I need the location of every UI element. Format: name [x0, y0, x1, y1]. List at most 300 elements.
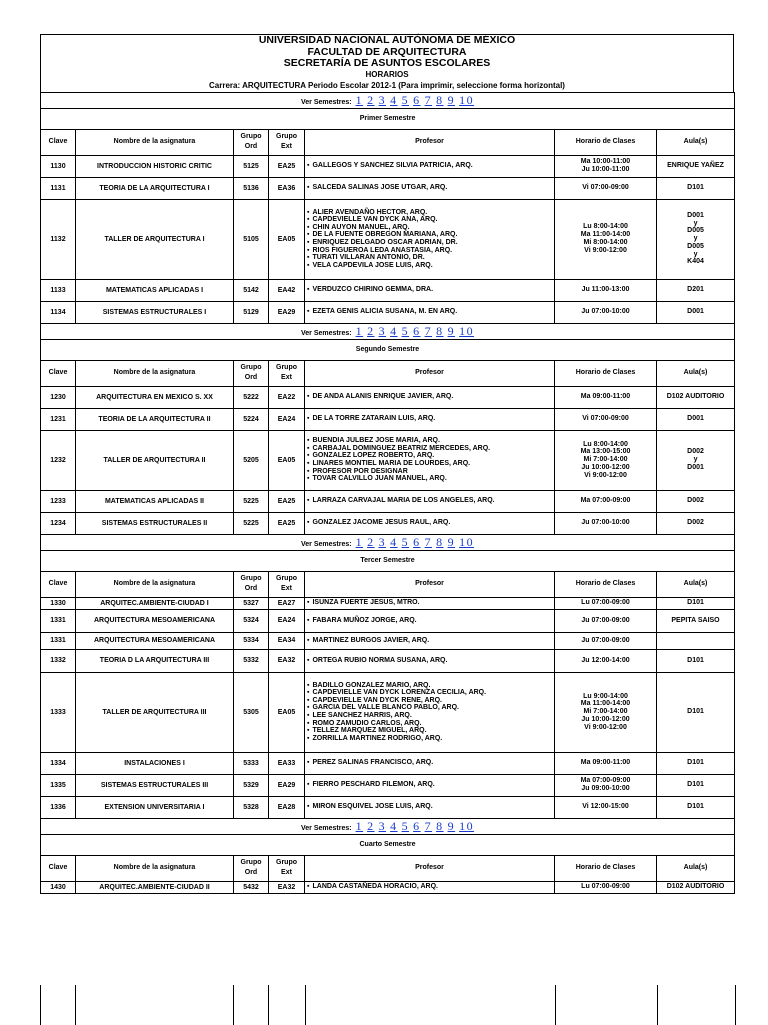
semester-link-6[interactable]: 6 — [413, 534, 421, 549]
professor-name: ▪ FABARA MUÑOZ JORGE, ARQ. — [307, 617, 552, 625]
semester-link-9[interactable]: 9 — [447, 818, 456, 833]
group-ord: 5305 — [234, 672, 269, 752]
professor-name: ▪ FIERRO PESCHARD FILEMON, ARQ. — [307, 781, 552, 789]
semester-link-6[interactable]: 6 — [413, 323, 421, 338]
course-name: ARQUITEC.AMBIENTE-CIUDAD I — [76, 597, 234, 609]
semester-link-8[interactable]: 8 — [436, 92, 444, 107]
schedule-cell — [555, 881, 657, 893]
course-clave: 1336 — [41, 796, 76, 818]
course-row — [41, 408, 735, 430]
group-ord: 5332 — [234, 649, 269, 672]
classroom-cell — [657, 672, 735, 752]
semester-title: Primer Semestre — [41, 108, 735, 129]
classroom-cell — [657, 609, 735, 632]
course-row — [41, 490, 735, 512]
semester-link-4[interactable]: 4 — [390, 534, 398, 549]
classroom: D001 — [687, 211, 704, 219]
course-row — [41, 796, 735, 818]
semester-link-1[interactable]: 1 — [355, 92, 364, 107]
professor-name: ▪ PEREZ SALINAS FRANCISCO, ARQ. — [307, 759, 552, 767]
schedule-slot: Lu 9:00-14:00 — [583, 692, 628, 700]
header-secretariat: SECRETARÍA DE ASUNTOS ESCOLARES — [283, 57, 491, 69]
column-header: Nombre de la asignatura — [76, 129, 234, 155]
group-ord: 5224 — [234, 408, 269, 430]
professor-name: ▪ TURATI VILLARAN ANTONIO, DR. — [307, 254, 552, 262]
semester-link-3[interactable]: 3 — [378, 92, 387, 107]
group-ext: EA27 — [269, 597, 305, 609]
schedule-cell — [555, 632, 657, 649]
column-header: Nombre de la asignatura — [76, 855, 234, 881]
classroom: D101 — [687, 759, 704, 767]
column-header: Clave — [41, 129, 76, 155]
schedule-slot: Mi 8:00-14:00 — [583, 239, 628, 246]
schedule-cell — [555, 301, 657, 323]
professor-name: ▪ ZORRILLA MARTINEZ RODRIGO, ARQ. — [307, 735, 552, 743]
header-university: UNIVERSIDAD NACIONAL AUTÓNOMA DE MÉXICO — [258, 34, 516, 46]
column-header: Grupo Ord — [234, 129, 269, 155]
column-header: Aula(s) — [657, 360, 735, 386]
column-header: Profesor — [305, 360, 555, 386]
classroom: PEPITA SAISO — [671, 616, 720, 624]
schedule-slot: Vi 9:00-12:00 — [584, 246, 627, 254]
schedule-slot: Lu 07:00-09:00 — [581, 599, 630, 607]
classroom: D002 — [687, 497, 704, 505]
column-header-row — [41, 855, 735, 881]
schedule-slot: Ju 10:00-11:00 — [581, 166, 630, 173]
course-row — [41, 512, 735, 534]
group-ord: 5205 — [234, 430, 269, 490]
course-row — [41, 672, 735, 752]
professor-name: ▪ MARTINEZ BURGOS JAVIER, ARQ. — [307, 637, 552, 645]
schedule-cell — [555, 609, 657, 632]
classroom-cell — [657, 177, 735, 199]
professor-name: ▪ ORTEGA RUBIO NORMA SUSANA, ARQ. — [307, 657, 552, 665]
course-name: TALLER DE ARQUITECTURA II — [76, 430, 234, 490]
classroom: D001 — [687, 415, 704, 423]
course-name: INTRODUCCION HISTORIC CRITIC — [76, 155, 234, 177]
semester-link-10[interactable]: 10 — [459, 323, 475, 338]
professor-name: ▪ TELLEZ MARQUEZ MIGUEL, ARQ. — [307, 727, 552, 735]
course-clave: 1130 — [41, 155, 76, 177]
semester-link-5[interactable]: 5 — [401, 92, 410, 107]
professor-cell — [305, 430, 555, 490]
semester-link-10[interactable]: 10 — [459, 92, 475, 107]
semester-link-3[interactable]: 3 — [378, 323, 387, 338]
professor-cell — [305, 490, 555, 512]
schedule-cell — [555, 796, 657, 818]
professor-name: ▪ GONZALEZ LOPEZ ROBERTO, ARQ. — [307, 452, 552, 460]
column-header: Profesor — [305, 855, 555, 881]
professor-cell — [305, 881, 555, 893]
group-ord: 5225 — [234, 490, 269, 512]
semester-title: Cuarto Semestre — [41, 834, 735, 855]
schedule-slot: Vi 07:00-09:00 — [582, 184, 629, 192]
semester-link-9[interactable]: 9 — [447, 92, 456, 107]
classroom-cell — [657, 512, 735, 534]
professor-name: ▪ PROFESOR POR DESIGNAR — [307, 468, 552, 476]
course-clave: 1330 — [41, 597, 76, 609]
course-clave: 1334 — [41, 752, 76, 774]
group-ord: 5333 — [234, 752, 269, 774]
column-header: Nombre de la asignatura — [76, 360, 234, 386]
professor-cell — [305, 155, 555, 177]
course-clave: 1335 — [41, 774, 76, 796]
semester-link-4[interactable]: 4 — [390, 818, 398, 833]
course-clave: 1232 — [41, 430, 76, 490]
header-subtitle: HORARIOS — [365, 69, 409, 79]
course-clave: 1133 — [41, 279, 76, 301]
group-ord: 5125 — [234, 155, 269, 177]
schedule-slot: Lu 07:00-09:00 — [581, 883, 630, 891]
professor-cell — [305, 752, 555, 774]
course-name: TEORIA DE LA ARQUITECTURA I — [76, 177, 234, 199]
professor-cell — [305, 301, 555, 323]
professor-cell — [305, 386, 555, 408]
professor-name: ▪ BADILLO GONZALEZ MARIO, ARQ. — [307, 682, 552, 690]
semester-nav — [41, 92, 735, 108]
column-header-row — [41, 571, 735, 597]
classroom-cell — [657, 430, 735, 490]
schedule-slot: Ju 07:00-09:00 — [581, 616, 630, 624]
course-clave: 1332 — [41, 649, 76, 672]
group-ext: EA24 — [269, 408, 305, 430]
semester-link-9[interactable]: 9 — [447, 534, 456, 549]
course-clave: 1331 — [41, 609, 76, 632]
professor-cell — [305, 632, 555, 649]
professor-name: ▪ CAPDEVIELLE VAN DYCK RENE, ARQ. — [307, 697, 552, 705]
course-name: TALLER DE ARQUITECTURA I — [76, 199, 234, 279]
professor-name: ▪ CAPDEVIELLE VAN DYCK ANA, ARQ. — [307, 216, 552, 224]
course-name: SISTEMAS ESTRUCTURALES III — [76, 774, 234, 796]
professor-name: ▪ CARBAJAL DOMINGUEZ BEATRIZ MERCEDES, ARQ. — [307, 445, 552, 453]
semester-link-8[interactable]: 8 — [436, 818, 444, 833]
group-ext: EA34 — [269, 632, 305, 649]
semester-link-5[interactable]: 5 — [401, 818, 410, 833]
column-header-row — [41, 129, 735, 155]
group-ext: EA29 — [269, 301, 305, 323]
semester-title: Tercer Semestre — [41, 550, 735, 571]
group-ord: 5142 — [234, 279, 269, 301]
schedule-cell — [555, 649, 657, 672]
group-ord: 5324 — [234, 609, 269, 632]
course-clave: 1430 — [41, 881, 76, 893]
course-clave: 1233 — [41, 490, 76, 512]
semester-link-2[interactable]: 2 — [367, 92, 375, 107]
professor-name: ▪ DE ANDA ALANIS ENRIQUE JAVIER, ARQ. — [307, 393, 552, 401]
schedule-slot: Ma 13:00-15:00 — [580, 448, 631, 456]
group-ext: EA22 — [269, 386, 305, 408]
schedule-slot: Ma 07:00-09:00 — [580, 777, 631, 785]
professor-cell — [305, 609, 555, 632]
classroom: D101 — [687, 803, 704, 811]
course-name: ARQUITEC.AMBIENTE-CIUDAD II — [76, 881, 234, 893]
professor-cell — [305, 199, 555, 279]
semester-link-5[interactable]: 5 — [401, 534, 410, 549]
classroom-cell — [657, 386, 735, 408]
classroom: D101 — [687, 781, 704, 789]
schedule-cell — [555, 490, 657, 512]
classroom: D001 — [687, 308, 704, 316]
professor-name: ▪ BUENDIA JULBEZ JOSE MARIA, ARQ. — [307, 437, 552, 445]
course-clave: 1131 — [41, 177, 76, 199]
classroom-cell — [657, 774, 735, 796]
classroom: D102 AUDITORIO — [666, 883, 725, 891]
course-name: TALLER DE ARQUITECTURA III — [76, 672, 234, 752]
classroom-cell — [657, 155, 735, 177]
column-header: Profesor — [305, 571, 555, 597]
course-row — [41, 177, 735, 199]
classroom: ENRIQUE YAÑEZ — [667, 162, 724, 170]
course-name: SISTEMAS ESTRUCTURALES II — [76, 512, 234, 534]
course-name: MATEMATICAS APLICADAS II — [76, 490, 234, 512]
semester-link-4[interactable]: 4 — [390, 323, 398, 338]
professor-name: ▪ GONZALEZ JACOME JESUS RAUL, ARQ. — [307, 519, 552, 527]
semester-link-7[interactable]: 7 — [424, 534, 433, 549]
course-clave: 1230 — [41, 386, 76, 408]
column-header: Aula(s) — [657, 129, 735, 155]
group-ord: 5329 — [234, 774, 269, 796]
group-ext: EA05 — [269, 199, 305, 279]
classroom: D005 — [687, 227, 704, 235]
professor-name: ▪ VELA CAPDEVILA JOSE LUIS, ARQ. — [307, 262, 552, 270]
column-header: Profesor — [305, 129, 555, 155]
professor-name: ▪ LEE SANCHEZ HARRIS, ARQ. — [307, 712, 552, 720]
semester-link-9[interactable]: 9 — [447, 323, 456, 338]
schedule-slot: Vi 9:00-12:00 — [584, 471, 627, 479]
group-ord: 5334 — [234, 632, 269, 649]
schedule-cell — [555, 199, 657, 279]
professor-name: ▪ SALCEDA SALINAS JOSE UTGAR, ARQ. — [307, 184, 552, 192]
professor-cell — [305, 512, 555, 534]
semester-link-7[interactable]: 7 — [424, 818, 433, 833]
semester-nav-label: Ver Semestres: — [300, 540, 352, 548]
classroom: D102 AUDITORIO — [666, 393, 725, 401]
group-ord: 5432 — [234, 881, 269, 893]
semester-link-5[interactable]: 5 — [401, 323, 410, 338]
semester-nav-label: Ver Semestres: — [300, 824, 352, 832]
schedule-slot: Ma 09:00-11:00 — [580, 759, 631, 767]
professor-cell — [305, 672, 555, 752]
schedule-slot: Ju 07:00-09:00 — [581, 636, 630, 644]
schedule-slot: Vi 12:00-15:00 — [582, 803, 629, 811]
header-faculty: FACULTAD DE ARQUITECTURA — [307, 45, 467, 58]
classroom: D005 — [687, 242, 704, 250]
semester-link-1[interactable]: 1 — [355, 534, 364, 549]
schedule-cell — [555, 774, 657, 796]
classroom: D002 — [687, 519, 704, 527]
semester-link-10[interactable]: 10 — [459, 818, 475, 833]
semester-link-3[interactable]: 3 — [378, 534, 387, 549]
semester-title-row — [41, 108, 735, 129]
group-ext: EA33 — [269, 752, 305, 774]
semester-link-2[interactable]: 2 — [367, 323, 375, 338]
course-clave: 1132 — [41, 199, 76, 279]
column-header: Clave — [41, 571, 76, 597]
classroom-cell — [657, 408, 735, 430]
classroom-cell — [657, 796, 735, 818]
professor-name: ▪ GALLEGOS Y SANCHEZ SILVIA PATRICIA, ARQ. — [307, 162, 552, 170]
semester-link-7[interactable]: 7 — [424, 323, 433, 338]
professor-name: ▪ CHIN AUYON MANUEL, ARQ. — [307, 224, 552, 232]
course-clave: 1231 — [41, 408, 76, 430]
professor-name: ▪ DE LA FUENTE OBREGON MARIANA, ARQ. — [307, 231, 552, 239]
semester-link-1[interactable]: 1 — [355, 323, 364, 338]
schedule-slot: Ju 07:00-10:00 — [581, 308, 630, 316]
semester-title: Segundo Semestre — [41, 339, 735, 360]
classroom-cell — [657, 279, 735, 301]
group-ext: EA05 — [269, 672, 305, 752]
semester-link-2[interactable]: 2 — [367, 534, 375, 549]
course-name: ARQUITECTURA EN MEXICO S. XX — [76, 386, 234, 408]
semester-link-2[interactable]: 2 — [367, 818, 375, 833]
schedule-cell — [555, 672, 657, 752]
professor-cell — [305, 279, 555, 301]
course-row — [41, 279, 735, 301]
schedule-cell — [555, 177, 657, 199]
schedule-slot: Vi 9:00-12:00 — [584, 723, 627, 731]
column-header: Grupo Ext — [269, 129, 305, 155]
semester-nav — [41, 818, 735, 834]
schedule-slot: Ma 07:00-09:00 — [580, 497, 631, 505]
course-name: ARQUITECTURA MESOAMERICANA — [76, 632, 234, 649]
classroom: D101 — [687, 184, 704, 192]
professor-cell — [305, 177, 555, 199]
schedule-cell — [555, 430, 657, 490]
column-header-row — [41, 360, 735, 386]
column-header: Aula(s) — [657, 571, 735, 597]
semester-link-4[interactable]: 4 — [390, 92, 398, 107]
professor-name: ▪ LANDA CASTAÑEDA HORACIO, ARQ. — [307, 883, 552, 891]
schedule-cell — [555, 279, 657, 301]
course-row — [41, 199, 735, 279]
course-name: MATEMATICAS APLICADAS I — [76, 279, 234, 301]
classroom: y — [693, 219, 698, 227]
professor-name: ▪ CAPDEVIELLE VAN DYCK LORENZA CECILIA, ARQ. — [307, 689, 552, 697]
group-ord: 5222 — [234, 386, 269, 408]
semester-link-3[interactable]: 3 — [378, 818, 387, 833]
semester-link-8[interactable]: 8 — [436, 534, 444, 549]
classroom: K404 — [687, 258, 704, 266]
schedule-table — [40, 92, 735, 894]
schedule-cell — [555, 512, 657, 534]
column-header: Nombre de la asignatura — [76, 571, 234, 597]
course-name: SISTEMAS ESTRUCTURALES I — [76, 301, 234, 323]
group-ext: EA29 — [269, 774, 305, 796]
semester-nav — [41, 323, 735, 339]
semester-title-row — [41, 550, 735, 571]
course-row — [41, 774, 735, 796]
semester-link-1[interactable]: 1 — [355, 818, 364, 833]
classroom-cell — [657, 199, 735, 279]
course-clave: 1134 — [41, 301, 76, 323]
professor-name: ▪ MIRON ESQUIVEL JOSE LUIS, ARQ. — [307, 803, 552, 811]
classroom: D002 — [687, 448, 704, 456]
column-header: Horario de Clases — [555, 360, 657, 386]
course-row — [41, 301, 735, 323]
semester-title-row — [41, 834, 735, 855]
classroom: D101 — [687, 656, 704, 664]
professor-cell — [305, 649, 555, 672]
semester-link-7[interactable]: 7 — [424, 92, 433, 107]
classroom: y — [693, 250, 698, 258]
schedule-slot: Vi 07:00-09:00 — [582, 415, 629, 423]
schedule-slot: Ma 09:00-11:00 — [580, 393, 631, 401]
group-ext: EA28 — [269, 796, 305, 818]
course-row — [41, 632, 735, 649]
column-header: Grupo Ext — [269, 855, 305, 881]
semester-link-6[interactable]: 6 — [413, 818, 421, 833]
classroom: D101 — [687, 708, 704, 716]
group-ext: EA36 — [269, 177, 305, 199]
schedule-cell — [555, 155, 657, 177]
schedule-cell — [555, 408, 657, 430]
column-header: Grupo Ext — [269, 360, 305, 386]
group-ext: EA05 — [269, 430, 305, 490]
professor-name: ▪ ROMO ZAMUDIO CARLOS, ARQ. — [307, 720, 552, 728]
semester-title-row — [41, 339, 735, 360]
professor-name: ▪ ENRIQUEZ DELGADO OSCAR ADRIAN, DR. — [307, 239, 552, 247]
schedule-slot: Ju 07:00-10:00 — [581, 519, 630, 527]
course-name: EXTENSION UNIVERSITARIA I — [76, 796, 234, 818]
schedule-slot: Ma 11:00-14:00 — [580, 700, 631, 708]
classroom-cell — [657, 649, 735, 672]
group-ext: EA25 — [269, 490, 305, 512]
classroom: D001 — [687, 463, 704, 471]
schedule-slot: Lu 8:00-14:00 — [583, 440, 628, 448]
group-ord: 5328 — [234, 796, 269, 818]
header-career: Carrera: ARQUITECTURA Periodo Escolar 2012-1 (Para imprimir, seleccione forma horizontal) — [209, 80, 565, 90]
column-header: Grupo Ord — [234, 360, 269, 386]
classroom-cell — [657, 490, 735, 512]
schedule-slot: Lu 8:00-14:00 — [583, 223, 628, 231]
schedule-page — [40, 34, 734, 894]
course-row — [41, 752, 735, 774]
course-name: ARQUITECTURA MESOAMERICANA — [76, 609, 234, 632]
group-ord: 5327 — [234, 597, 269, 609]
semester-link-10[interactable]: 10 — [459, 534, 475, 549]
course-name: TEORIA DE LA ARQUITECTURA II — [76, 408, 234, 430]
semester-link-6[interactable]: 6 — [413, 92, 421, 107]
classroom-cell — [657, 632, 735, 649]
group-ext: EA24 — [269, 609, 305, 632]
schedule-cell — [555, 597, 657, 609]
course-row — [41, 597, 735, 609]
column-header: Grupo Ext — [269, 571, 305, 597]
classroom-cell — [657, 301, 735, 323]
course-row — [41, 881, 735, 893]
semester-link-8[interactable]: 8 — [436, 323, 444, 338]
professor-name: ▪ EZETA GENIS ALICIA SUSANA, M. EN ARQ. — [307, 308, 552, 316]
group-ext: EA25 — [269, 155, 305, 177]
schedule-cell — [555, 752, 657, 774]
professor-name: ▪ ALIER AVENDAÑO HECTOR, ARQ. — [307, 209, 552, 217]
classroom: y — [693, 456, 698, 464]
classroom-cell — [657, 881, 735, 893]
next-row-stub — [40, 985, 736, 1025]
classroom: D201 — [687, 286, 704, 294]
schedule-slot: Ju 10:00-12:00 — [581, 715, 630, 723]
classroom: y — [693, 235, 698, 243]
group-ord: 5136 — [234, 177, 269, 199]
semester-nav-label: Ver Semestres: — [300, 329, 352, 337]
group-ext: EA42 — [269, 279, 305, 301]
professor-cell — [305, 796, 555, 818]
column-header: Clave — [41, 360, 76, 386]
schedule-slot: Ju 11:00-13:00 — [581, 286, 630, 294]
professor-name: ▪ GARCIA DEL VALLE BLANCO PABLO, ARQ. — [307, 704, 552, 712]
schedule-slot: Ju 10:00-12:00 — [581, 463, 630, 471]
column-header: Aula(s) — [657, 855, 735, 881]
